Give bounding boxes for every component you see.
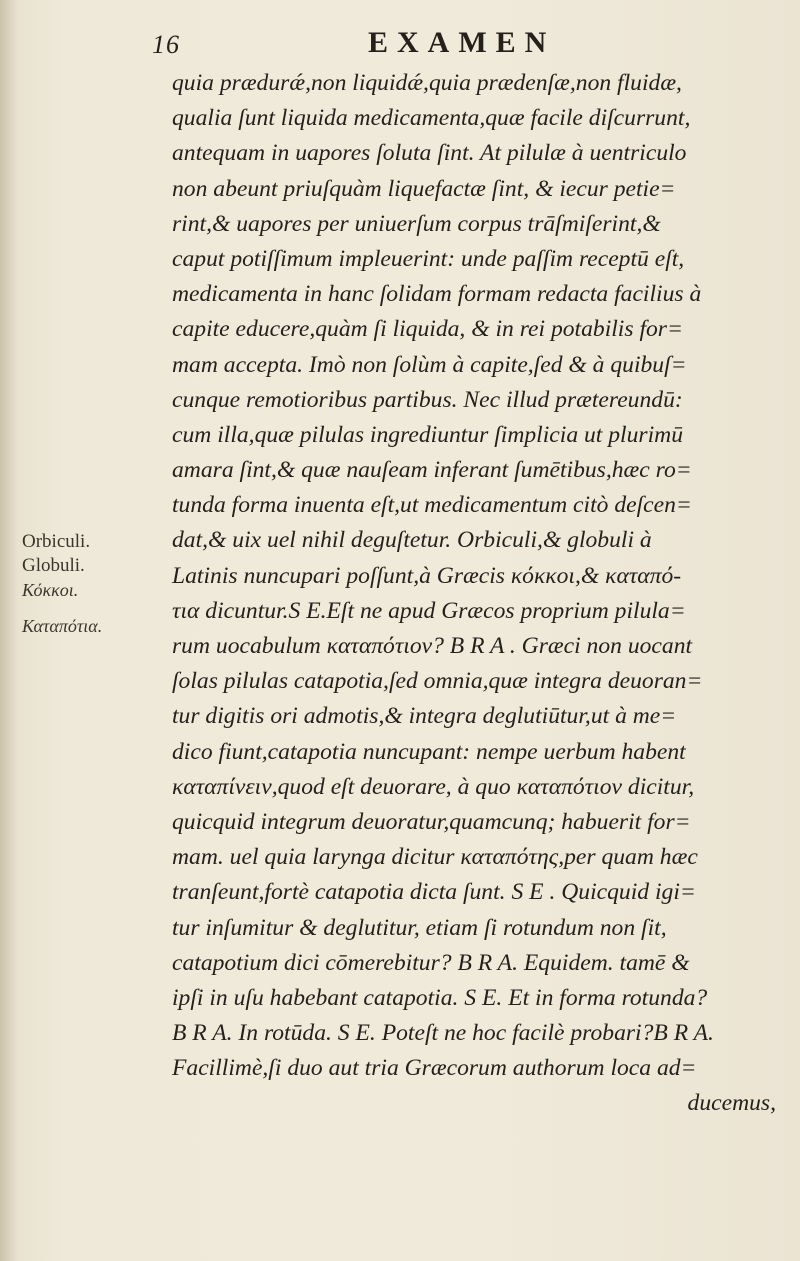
margin-spacer bbox=[22, 602, 162, 614]
text-line: ſolas pilulas catapotia,ſed omnia,quæ integra deuoran= bbox=[172, 668, 703, 695]
text-line: qualia ſunt liquida medicamenta,quæ facile diſcurrunt, bbox=[172, 105, 691, 132]
text-line: ipſi in uſu habebant catapotia. S E. Et in forma rotunda? bbox=[172, 984, 708, 1011]
body-text bbox=[172, 66, 792, 1122]
margin-note-katapotia: Καταπότια. bbox=[22, 616, 103, 636]
page-number: 16 bbox=[152, 30, 180, 59]
text-line: rint,& uapores per uniuerſum corpus trāſmiſerint,& bbox=[172, 210, 661, 237]
text-line: tunda forma inuenta eſt,ut medicamentum citò deſcen= bbox=[172, 492, 692, 519]
text-line: dico fiunt,catapotia nuncupant: nempe uerbum habent bbox=[172, 738, 686, 765]
running-title: EXAMEN bbox=[368, 26, 556, 59]
text-line: antequam in uapores ſoluta ſint. At pilulæ à uentriculo bbox=[172, 140, 687, 167]
text-line: Facillimè,ſi duo aut tria Græcorum authorum loca ad= bbox=[172, 1055, 697, 1082]
text-line: Latinis nuncupari poſſunt,à Græcis κόκκοι,& καταπό- bbox=[172, 562, 682, 589]
text-line: dat,& uix uel nihil deguſtetur. Orbiculi,& globuli à bbox=[172, 527, 652, 554]
text-line: B R A. In rotūda. S E. Poteſt ne hoc facilè probari?B R A. bbox=[172, 1020, 714, 1047]
text-line: amara ſint,& quæ nauſeam inferant ſumētibus,hæc ro= bbox=[172, 457, 692, 484]
text-line: τια dicuntur.S E.Eſt ne apud Græcos proprium pilula= bbox=[172, 597, 686, 624]
text-line: quicquid integrum deuoratur,quamcunq; habuerit for= bbox=[172, 808, 691, 835]
text-line: cunque remotioribus partibus. Nec illud prætereundū: bbox=[172, 386, 683, 413]
text-line: mam accepta. Imò non ſolùm à capite,ſed & à quibuſ= bbox=[172, 351, 687, 378]
text-line: medicamenta in hanc ſolidam formam redacta facilius à bbox=[172, 281, 702, 308]
margin-note-orbiculi: Orbiculi. bbox=[22, 531, 91, 552]
text-line: mam. uel quia larynga dicitur καταπότης,per quam hæc bbox=[172, 844, 698, 871]
text-line: non abeunt priuſquàm liquefactæ ſint, & iecur petie= bbox=[172, 175, 676, 202]
margin-notes bbox=[22, 530, 162, 638]
text-line: tranſeunt,fortè catapotia dicta ſunt. S E . Quicquid igi= bbox=[172, 879, 696, 906]
text-line: cum illa,quæ pilulas ingrediuntur ſimplicia ut plurimū bbox=[172, 421, 683, 448]
text-line: καταπίνειν,quod eſt deuorare, à quo καταπότιον dicitur, bbox=[172, 773, 695, 800]
text-line: catapotium dici cōmerebitur? B R A. Equidem. tamē & bbox=[172, 949, 690, 976]
text-line: capite educere,quàm ſi liquida, & in rei potabilis for= bbox=[172, 316, 683, 343]
page-header bbox=[150, 20, 710, 64]
text-line: tur digitis ori admotis,& integra deglutiūtur,ut à me= bbox=[172, 703, 677, 730]
text-line-catchword: ducemus, bbox=[687, 1090, 776, 1117]
text-line: quia prædurǽ,non liquidǽ,quia prædenſæ,non fluidæ, bbox=[172, 70, 682, 96]
margin-note-kokkoi: Κόκκοι. bbox=[22, 580, 79, 600]
text-line: rum uocabulum καταπότιον? B R A . Græci non uocant bbox=[172, 633, 693, 659]
text-line: tur inſumitur & deglutitur, etiam ſi rotundum non ſit, bbox=[172, 914, 667, 941]
margin-note-globuli: Globuli. bbox=[22, 555, 85, 576]
gutter-shadow bbox=[0, 0, 18, 1261]
text-line: caput potiſſimum impleuerint: unde paſſim receptū eſt, bbox=[172, 245, 685, 272]
